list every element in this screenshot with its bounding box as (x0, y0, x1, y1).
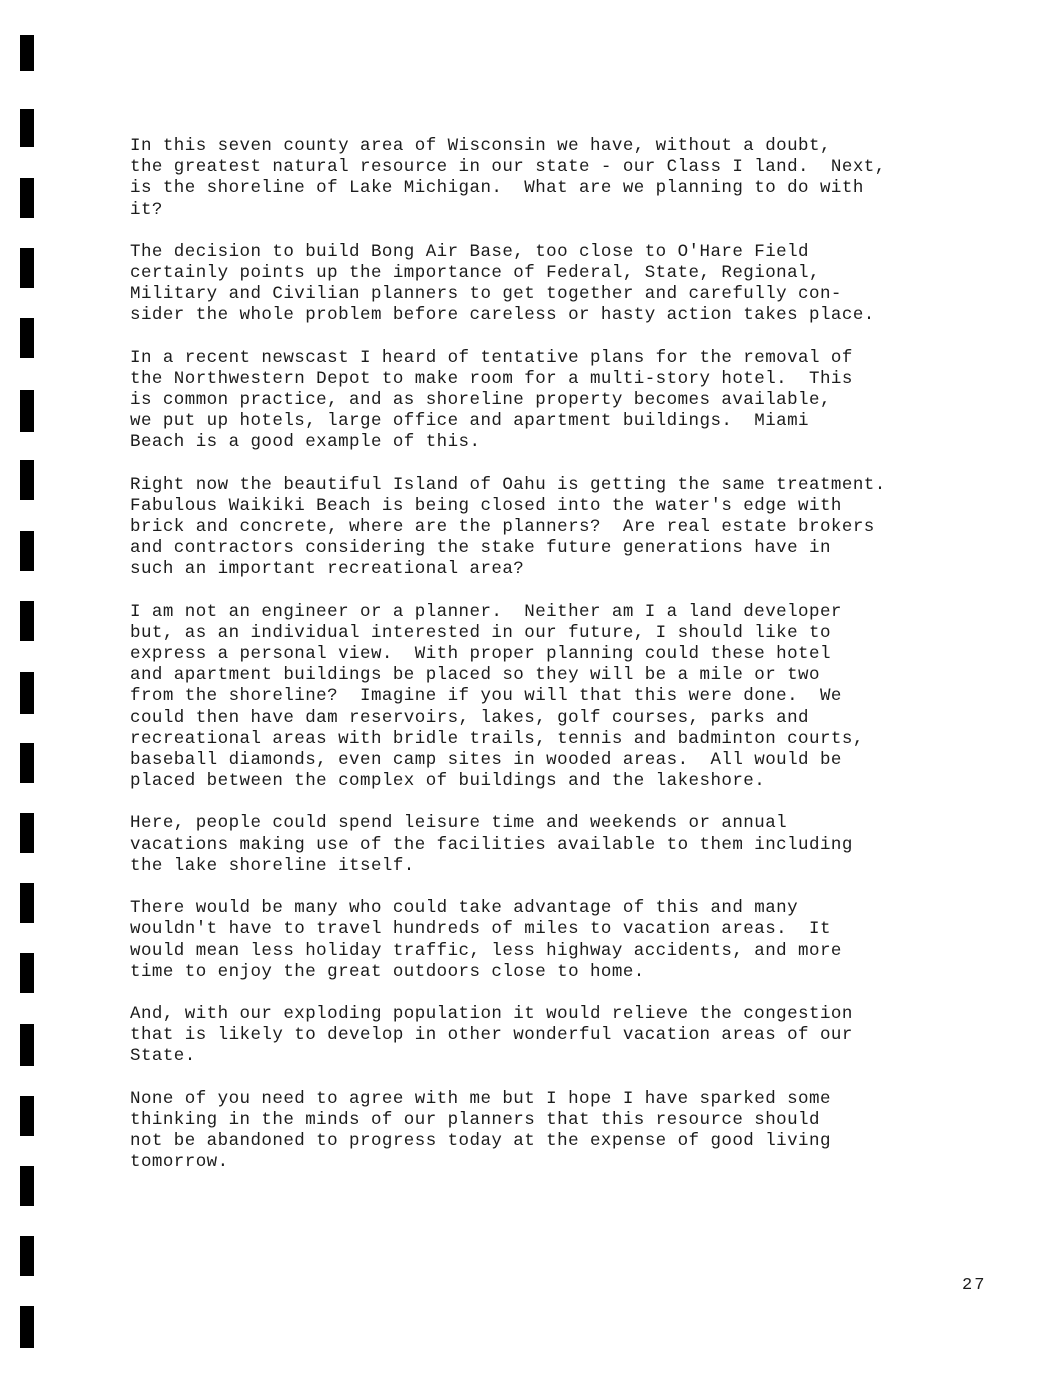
paragraph-northwestern-depot: In a recent newscast I heard of tentative plans for the removal of the Northwestern Depot to make room for a multi-story hotel. This is common practice, and as shoreline property becomes available, we put up hotels, large office and apartment buildings. Miami Beach is a good example of this. (130, 347, 853, 453)
paragraph-leisure: Here, people could spend leisure time and weekends or annual vacations making use of the facilities available to them including the lake shoreline itself. (130, 813, 853, 876)
binding-mark (20, 743, 34, 783)
binding-mark (20, 531, 34, 571)
binding-mark (20, 601, 34, 641)
paragraph-wisconsin-resources: In this seven county area of Wisconsin we have, without a doubt, the greatest natural resource in our state - our Class I land. Next, is the shoreline of Lake Michigan. What are we planning to do with it? (130, 136, 886, 220)
binding-mark (20, 1024, 34, 1066)
paragraph-closing: None of you need to agree with me but I hope I have sparked some thinking in the minds of our planners that this resource should not be abandoned to progress today at the expense of good living tomorrow. (130, 1088, 831, 1173)
binding-mark (20, 109, 34, 147)
binding-mark (20, 460, 34, 500)
paragraph-bong-air-base: The decision to build Bong Air Base, too close to O'Hare Field certainly points up the importance of Federal, State, Regional, Military and Civilian planners to get together and carefully con- sider the whole problem before careless or hasty action takes place. (130, 241, 875, 326)
binding-mark (20, 672, 34, 714)
binding-mark (20, 1306, 34, 1348)
binding-mark (20, 883, 34, 923)
page-number: 27 (962, 1276, 987, 1295)
binding-mark (20, 813, 34, 853)
paragraph-personal-view: I am not an engineer or a planner. Neither am I a land developer but, as an individual interested in our future, I should like to express a personal view. With proper planning could these hotel and apartment buildings be placed so they will be a mile or two from the shoreline? Imagine if you will that this were done. We could then have dam reservoirs, lakes, golf courses, parks and recreational areas with bridle trails, tennis and badminton courts, baseball diamonds, even camp sites in wooded areas. All would be placed between the complex of buildings and the lakeshore. (130, 601, 864, 792)
document-body (130, 136, 1010, 1194)
binding-hole-marks (0, 0, 40, 1380)
binding-mark (20, 1166, 34, 1206)
binding-mark (20, 953, 34, 993)
binding-mark (20, 178, 34, 218)
paragraph-oahu-waikiki: Right now the beautiful Island of Oahu is getting the same treatment. Fabulous Waikiki Beach is being closed into the water's edge with brick and concrete, where are the planners? Are real estate brokers and contractors considering the stake future generations have in such an important recreational area? (130, 474, 886, 580)
paragraph-travel: There would be many who could take advantage of this and many wouldn't have to travel hundreds of miles to vacation areas. It would mean less holiday traffic, less highway accidents, and more time to enjoy the great outdoors close to home. (130, 898, 842, 982)
binding-mark (20, 1236, 34, 1276)
binding-mark (20, 1096, 34, 1136)
binding-mark (20, 35, 34, 71)
binding-mark (20, 318, 34, 358)
binding-mark (20, 248, 34, 288)
binding-mark (20, 390, 34, 432)
paragraph-population: And, with our exploding population it would relieve the congestion that is likely to develop in other wonderful vacation areas of our State. (130, 1003, 853, 1067)
